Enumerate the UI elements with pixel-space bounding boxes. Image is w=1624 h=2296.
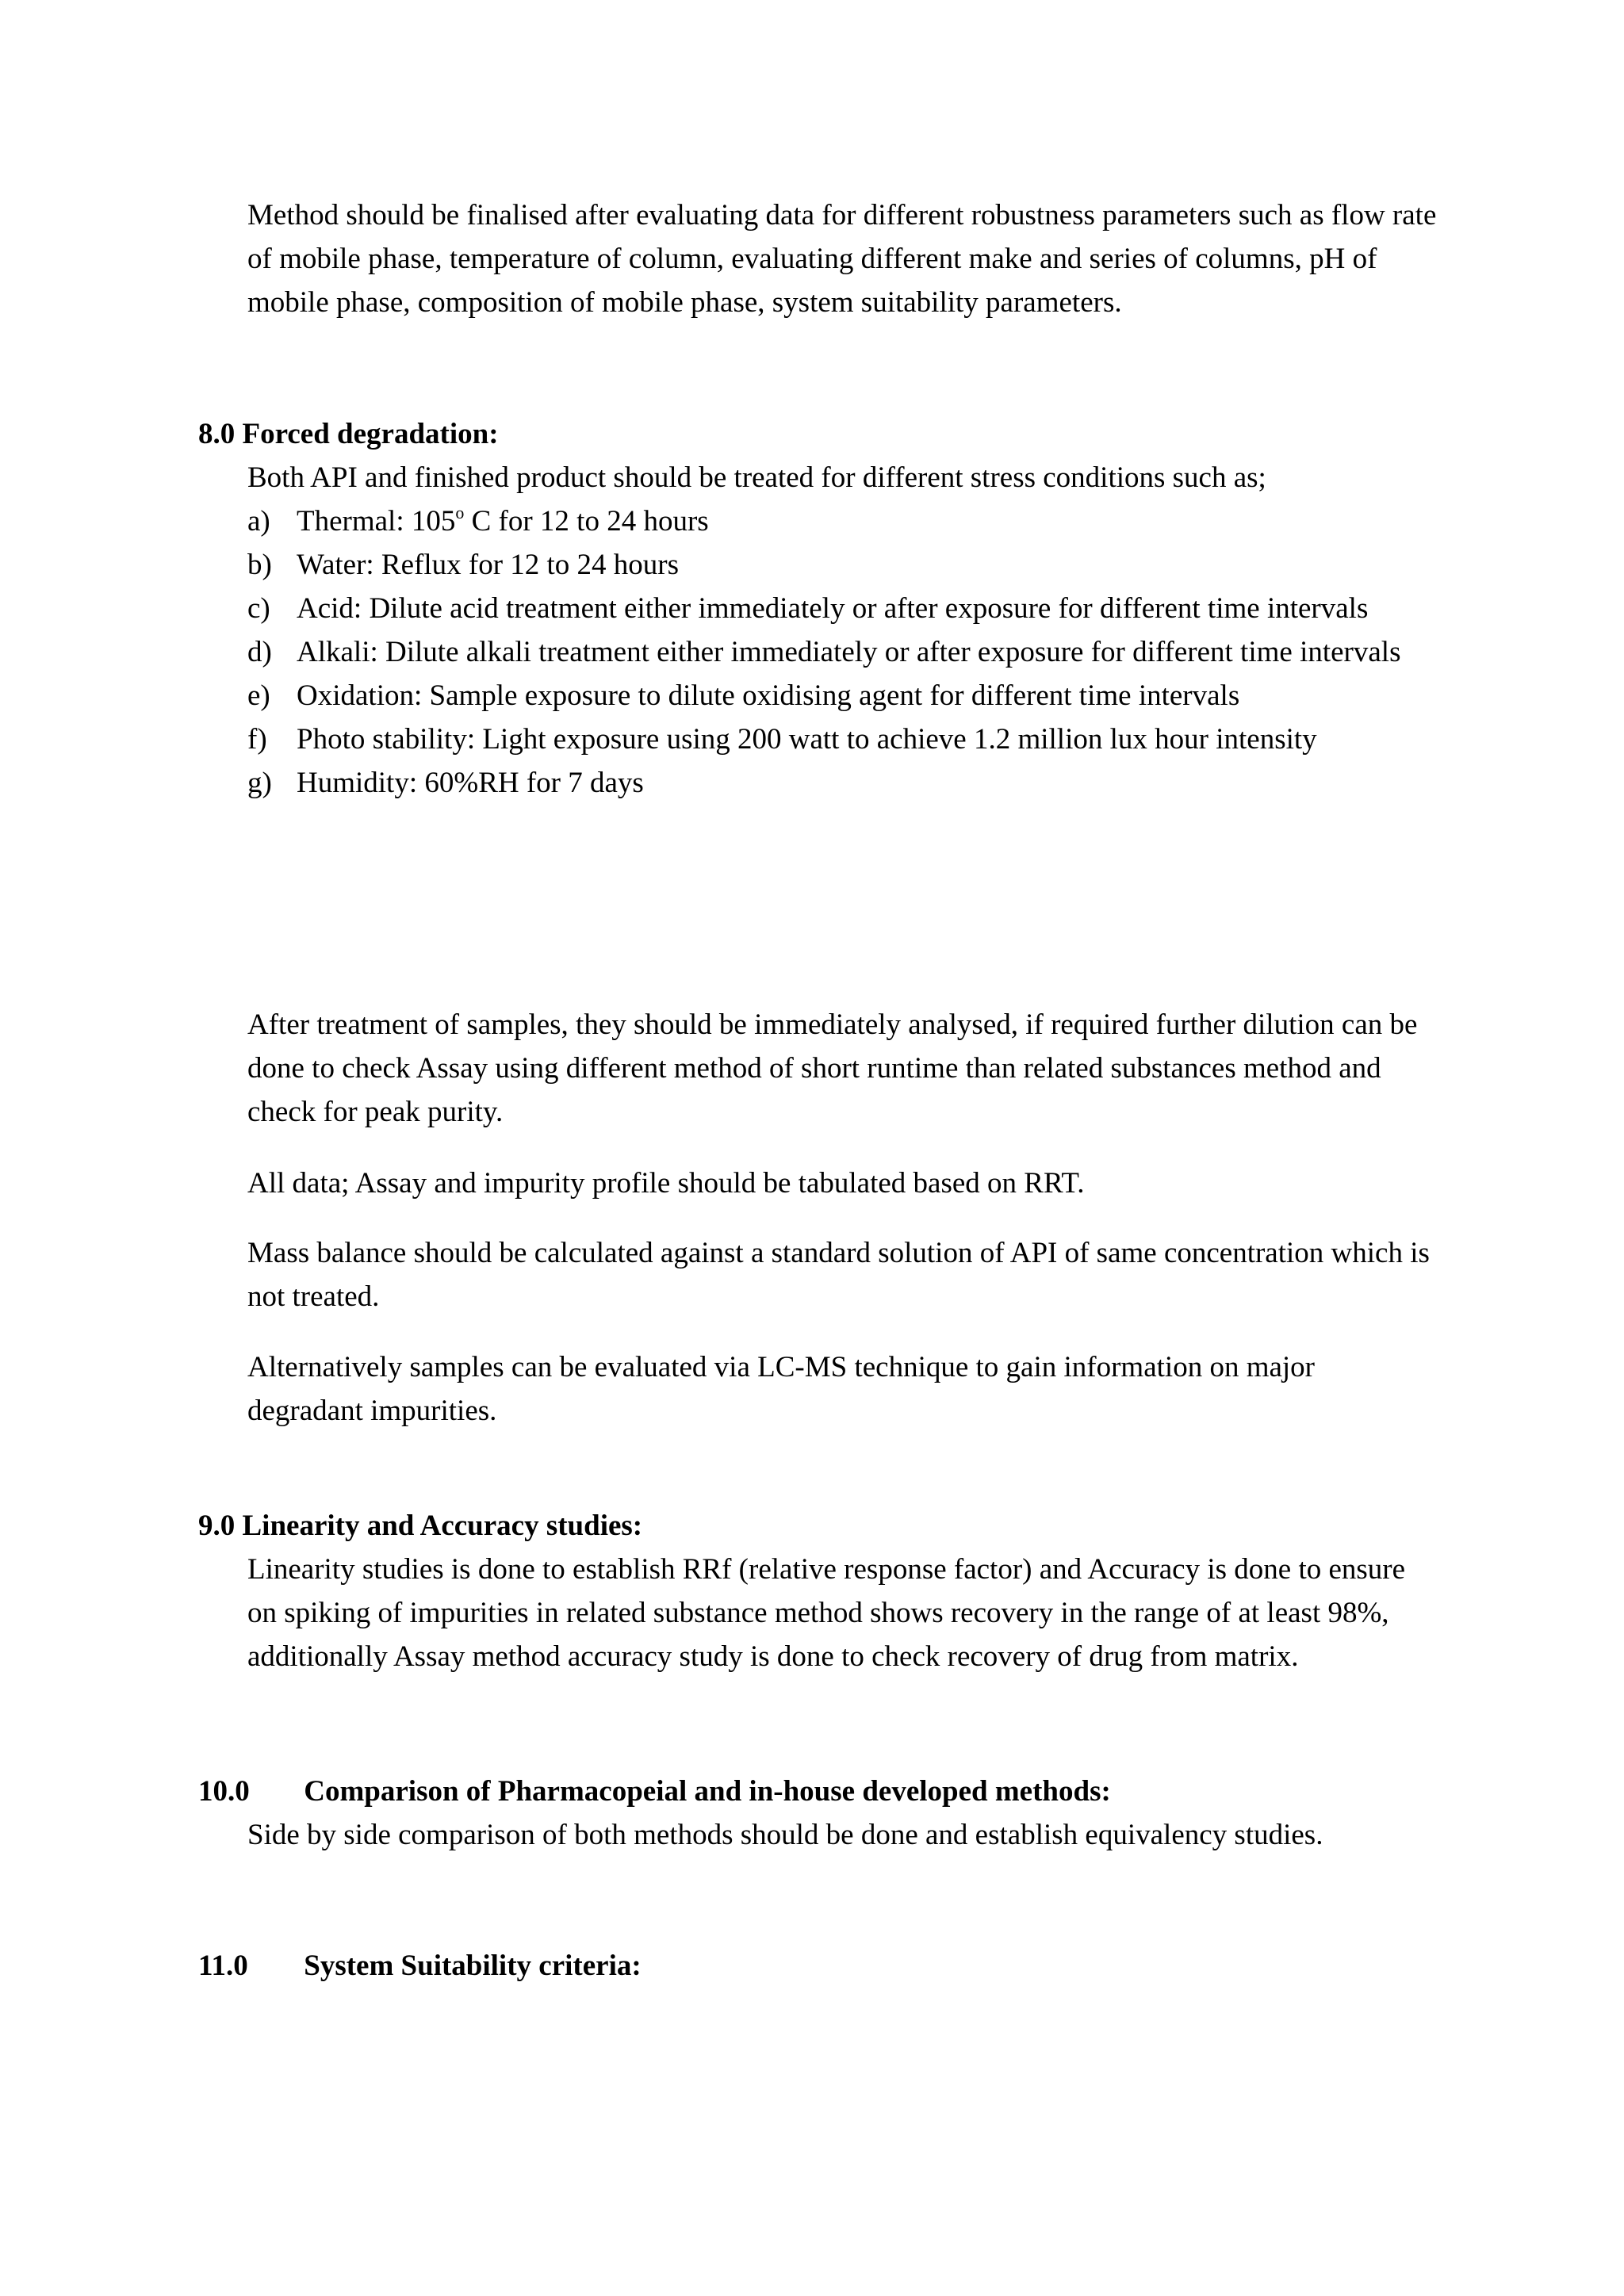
section-11-heading: [198, 1944, 642, 1988]
list-item-text-pre: Thermal: 105: [297, 505, 456, 538]
list-item: [247, 587, 1437, 630]
section-9-number: 9.0: [198, 1510, 236, 1542]
degree-superscript: o: [455, 502, 465, 522]
intro-paragraph: [247, 193, 1437, 324]
paragraph-text: Side by side comparison of both methods should be done and establish equivalency studies.: [247, 1819, 1323, 1851]
section-8-paragraph-1: [247, 1003, 1437, 1134]
section-10-body: [247, 1813, 1437, 1857]
section-8-intro-text: Both API and finished product should be treated for different stress conditions such as;: [247, 461, 1266, 494]
list-marker: d): [247, 636, 272, 668]
list-marker: c): [247, 592, 270, 625]
intro-text: Method should be finalised after evaluating data for different robustness parameters such as flow rate of mobile phase, temperature of column, evaluating different make and series of columns, pH of mobile phase, composition of mobile phase, system suitability parameters.: [247, 199, 1437, 319]
section-8-paragraph-4: [247, 1345, 1437, 1433]
list-marker: f): [247, 723, 267, 756]
section-8-heading: [198, 412, 499, 456]
list-item-text-post: C for 12 to 24 hours: [464, 505, 709, 538]
section-9-heading: [198, 1504, 642, 1548]
list-item-text: Photo stability: Light exposure using 200 watt to achieve 1.2 million lux hour intensity: [297, 723, 1317, 756]
list-marker: a): [247, 505, 270, 538]
section-8-number: 8.0: [198, 418, 236, 450]
paragraph-text: All data; Assay and impurity profile should be tabulated based on RRT.: [247, 1167, 1085, 1200]
section-8-title: Forced degradation:: [242, 418, 499, 450]
list-marker: e): [247, 679, 270, 712]
list-marker: b): [247, 549, 272, 581]
list-item-text: Water: Reflux for 12 to 24 hours: [297, 549, 680, 581]
list-item-text: Alkali: Dilute alkali treatment either immediately or after exposure for different time intervals: [297, 636, 1401, 668]
section-10-heading: [198, 1770, 1111, 1813]
list-item: [247, 674, 1437, 718]
list-item-text: Humidity: 60%RH for 7 days: [297, 767, 644, 799]
paragraph-text: Mass balance should be calculated against a standard solution of API of same concentration which is not treated.: [247, 1237, 1430, 1313]
section-11-title: System Suitability criteria:: [304, 1950, 642, 1982]
paragraph-text: After treatment of samples, they should be immediately analysed, if required further dilution can be done to check Assay using different method of short runtime than related substances method and check for peak purity.: [247, 1008, 1418, 1128]
section-9-title: Linearity and Accuracy studies:: [242, 1510, 643, 1542]
list-item-text: Acid: Dilute acid treatment either immediately or after exposure for different time intervals: [297, 592, 1369, 625]
list-item: [247, 761, 1437, 805]
section-9-body: [247, 1548, 1437, 1678]
stress-conditions-list: [247, 499, 1437, 805]
list-marker: g): [247, 767, 272, 799]
section-11-number: 11.0: [198, 1950, 248, 1982]
section-8-paragraph-3: [247, 1231, 1437, 1318]
paragraph-text: Linearity studies is done to establish RRf (relative response factor) and Accuracy is done to ensure on spiking of impurities in related substance method shows recovery in the range of at least 98%, additionally Assay method accuracy study is done to check recovery of drug from matrix.: [247, 1553, 1406, 1673]
section-8-paragraph-2: [247, 1161, 1437, 1205]
list-item-text: [297, 502, 709, 538]
section-8-intro: [247, 456, 1437, 499]
section-10-number: 10.0: [198, 1775, 250, 1808]
list-item: [247, 499, 1437, 543]
section-10-title: Comparison of Pharmacopeial and in-house developed methods:: [304, 1775, 1111, 1808]
list-item: [247, 718, 1437, 761]
list-item-text: Oxidation: Sample exposure to dilute oxidising agent for different time intervals: [297, 679, 1240, 712]
paragraph-text: Alternatively samples can be evaluated via LC-MS technique to gain information on major degradant impurities.: [247, 1351, 1316, 1427]
list-item: [247, 543, 1437, 587]
list-item: [247, 630, 1437, 674]
